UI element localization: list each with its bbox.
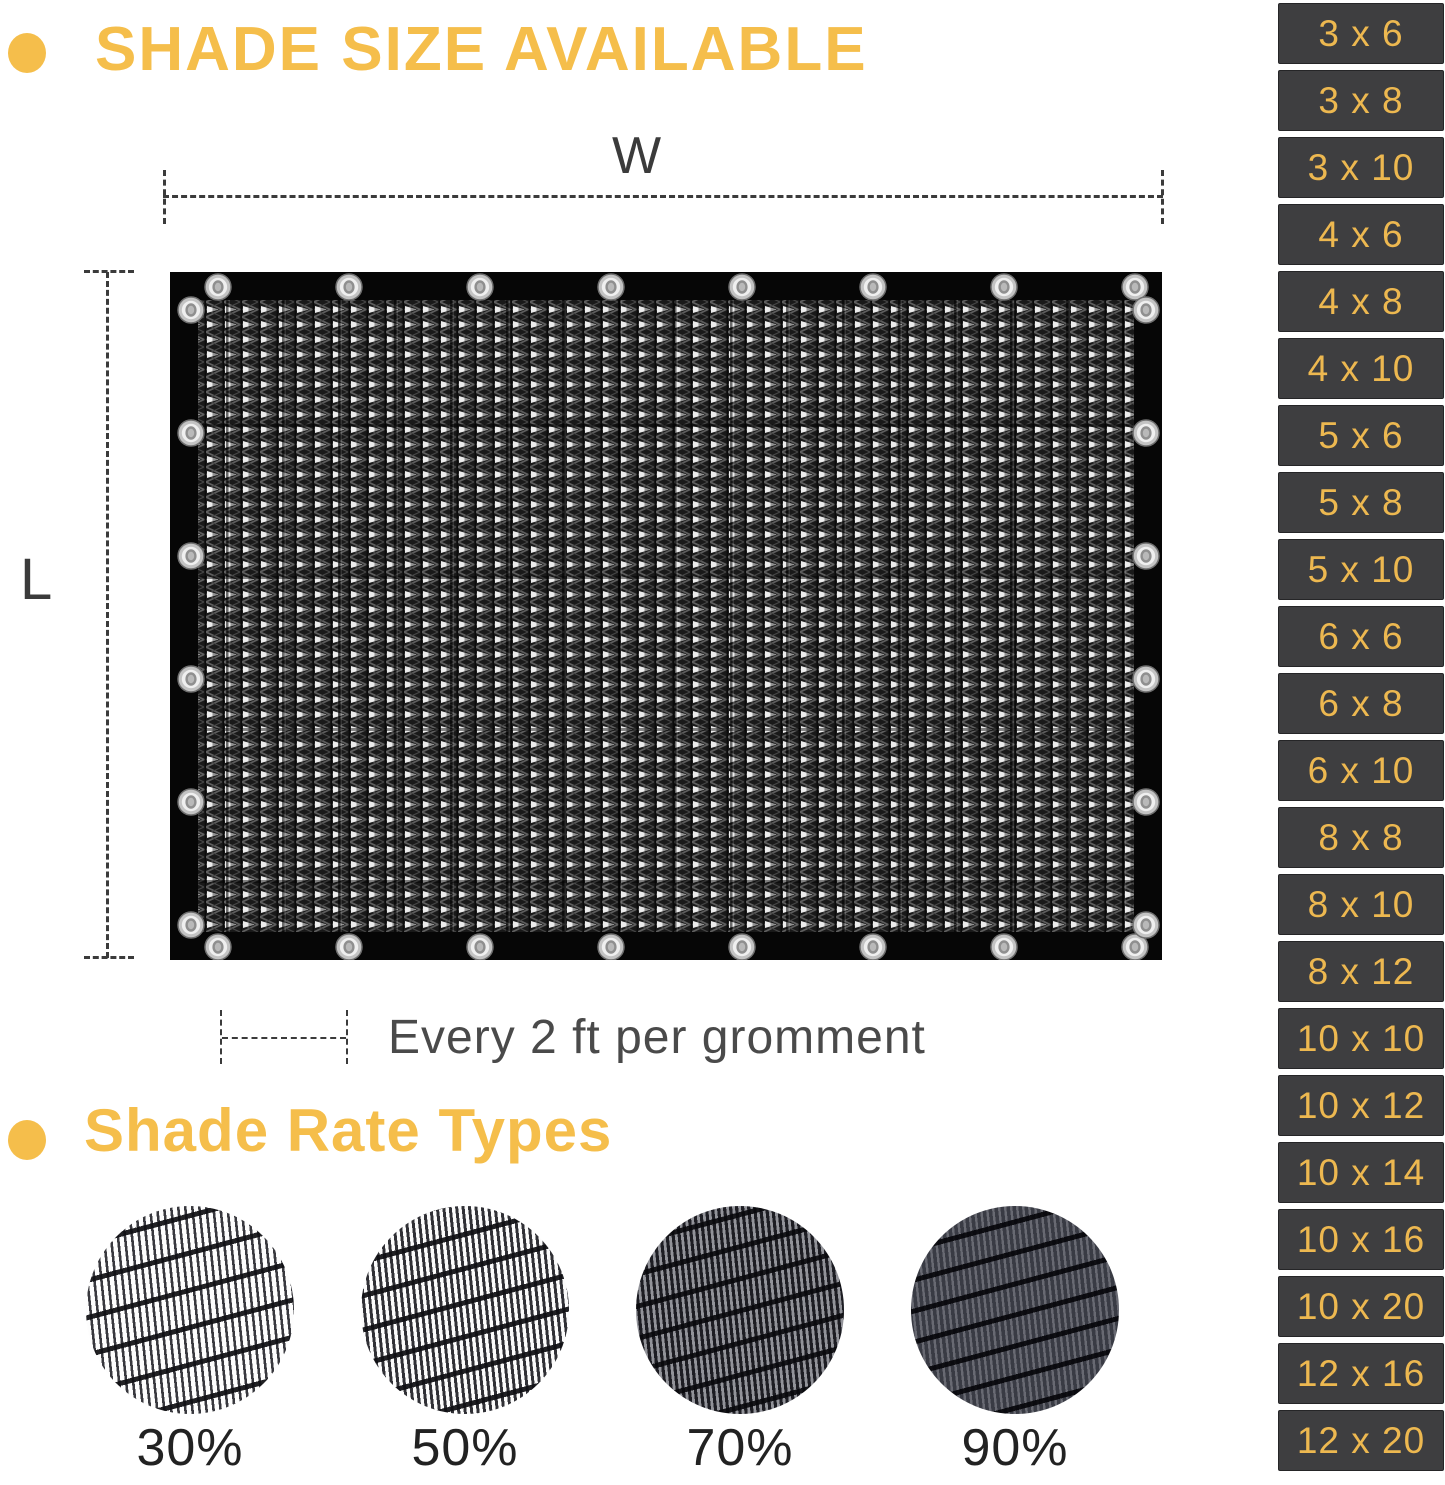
size-option: 12 x 20 bbox=[1278, 1410, 1444, 1471]
size-option: 10 x 12 bbox=[1278, 1075, 1444, 1136]
bullet-icon bbox=[8, 33, 46, 73]
grommet-spacing-note: Every 2 ft per gromment bbox=[388, 1011, 926, 1064]
width-dimension-label: W bbox=[612, 127, 662, 185]
shade-rate-percentage: 70% bbox=[686, 1419, 794, 1477]
size-option: 3 x 10 bbox=[1278, 137, 1444, 198]
size-list bbox=[1278, 3, 1444, 1477]
size-option: 4 x 6 bbox=[1278, 204, 1444, 265]
size-option: 4 x 8 bbox=[1278, 271, 1444, 332]
bullet-icon bbox=[8, 1120, 46, 1160]
shade-rate-percentage: 90% bbox=[961, 1419, 1069, 1477]
size-option: 5 x 6 bbox=[1278, 405, 1444, 466]
width-dimension-line bbox=[163, 195, 1163, 198]
size-option: 8 x 12 bbox=[1278, 941, 1444, 1002]
size-option: 6 x 6 bbox=[1278, 606, 1444, 667]
shade-rate-percentage: 30% bbox=[136, 1419, 244, 1477]
size-option: 8 x 8 bbox=[1278, 807, 1444, 868]
shade-net-diagram bbox=[170, 272, 1162, 960]
size-option: 6 x 8 bbox=[1278, 673, 1444, 734]
size-option: 10 x 14 bbox=[1278, 1142, 1444, 1203]
width-dimension-tick-left bbox=[163, 170, 166, 224]
size-option: 6 x 10 bbox=[1278, 740, 1444, 801]
size-option: 4 x 10 bbox=[1278, 338, 1444, 399]
shade-rate-swatch bbox=[86, 1206, 294, 1414]
rate-section-title: Shade Rate Types bbox=[84, 1097, 613, 1164]
size-option: 10 x 20 bbox=[1278, 1276, 1444, 1337]
net-mesh-seams bbox=[198, 300, 1134, 932]
grommet-spacing-tick-left bbox=[220, 1010, 222, 1064]
shade-rate-percentage: 50% bbox=[411, 1419, 519, 1477]
size-option: 3 x 6 bbox=[1278, 3, 1444, 64]
grommet-spacing-line bbox=[222, 1037, 346, 1039]
size-option: 5 x 10 bbox=[1278, 539, 1444, 600]
size-option: 10 x 10 bbox=[1278, 1008, 1444, 1069]
size-option: 3 x 8 bbox=[1278, 70, 1444, 131]
length-dimension-line bbox=[106, 272, 109, 958]
shade-rate-swatch bbox=[361, 1206, 569, 1414]
length-dimension-tick-bottom bbox=[84, 956, 134, 959]
size-option: 12 x 16 bbox=[1278, 1343, 1444, 1404]
width-dimension-tick-right bbox=[1161, 170, 1164, 224]
length-dimension-label: L bbox=[20, 547, 53, 612]
length-dimension-tick-top bbox=[84, 270, 134, 273]
size-option: 10 x 16 bbox=[1278, 1209, 1444, 1270]
size-section-title: SHADE SIZE AVAILABLE bbox=[95, 15, 868, 84]
shade-rate-swatch bbox=[911, 1206, 1119, 1414]
grommet-spacing-tick-right bbox=[346, 1010, 348, 1064]
size-option: 8 x 10 bbox=[1278, 874, 1444, 935]
shade-rate-swatch bbox=[636, 1206, 844, 1414]
size-option: 5 x 8 bbox=[1278, 472, 1444, 533]
